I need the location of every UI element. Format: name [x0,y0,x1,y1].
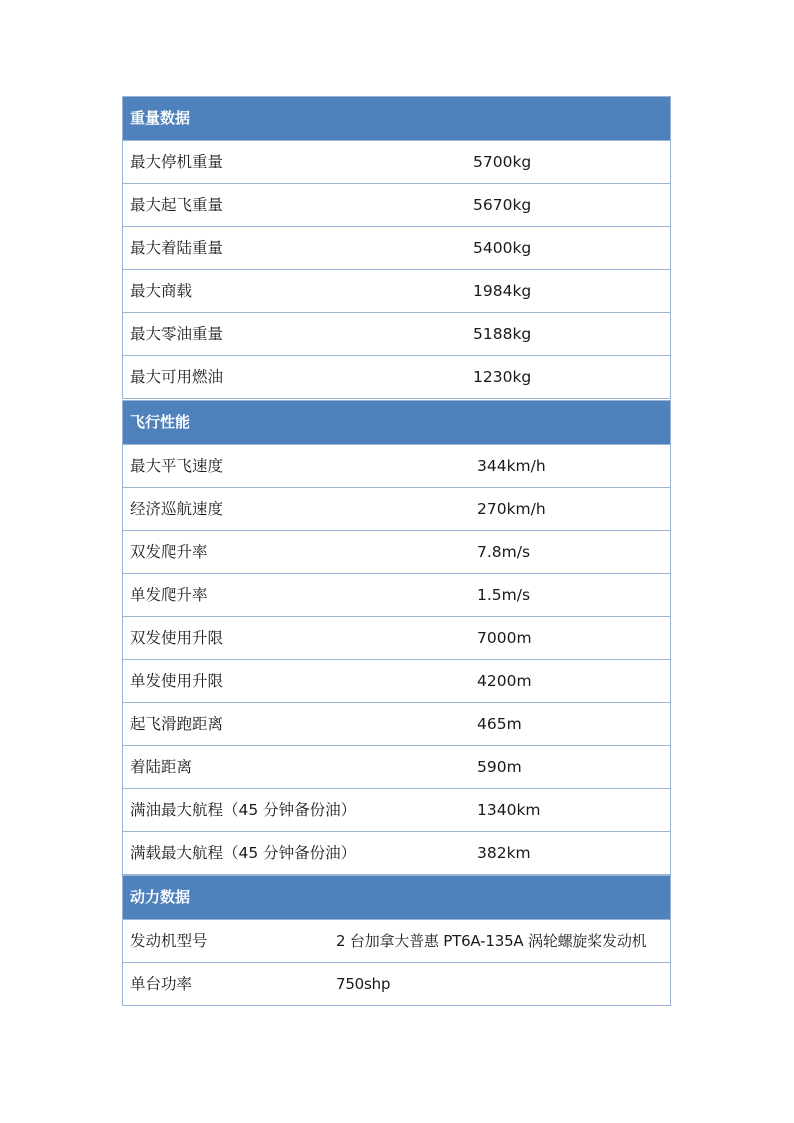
table-row [123,745,670,788]
table-row [123,530,670,573]
table-row [123,573,670,616]
table-row [123,616,670,659]
power-data-table [122,875,671,1006]
row-value: 7000m [477,629,532,647]
row-label: 最大停机重量 [130,153,224,171]
row-value: 7.8m/s [477,543,531,561]
row-label: 双发使用升限 [130,629,224,647]
row-label: 经济巡航速度 [130,500,224,518]
row-value: 465m [477,715,522,733]
weight-data-table [122,96,671,399]
table-row [123,831,670,874]
row-label: 最大着陆重量 [130,239,224,257]
row-value: 4200m [477,672,532,690]
table-row [123,788,670,831]
row-label: 满载最大航程（45 分钟备份油） [130,844,357,862]
row-label: 着陆距离 [130,758,193,776]
row-value: 5400kg [473,239,532,257]
row-value: 750shp [336,975,391,993]
table-row [123,226,670,269]
table-row [123,183,670,226]
row-label: 起飞滑跑距离 [130,715,224,733]
row-label: 最大零油重量 [130,325,224,343]
row-value: 1340km [477,801,541,819]
row-value: 5670kg [473,196,532,214]
row-value: 382km [477,844,531,862]
row-label: 最大商载 [130,282,193,300]
row-value: 270km/h [477,500,546,518]
table-row [123,140,670,183]
row-label: 单台功率 [130,975,193,993]
row-value: 344km/h [477,457,546,475]
table-row [123,919,670,962]
row-label: 发动机型号 [130,932,208,950]
table-row [123,487,670,530]
row-value: 1984kg [473,282,532,300]
row-label: 最大平飞速度 [130,457,224,475]
row-value: 2 台加拿大普惠 PT6A-135A 涡轮螺旋桨发动机 [336,932,647,950]
section-header-performance: 飞行性能 [123,401,670,444]
section-header-power: 动力数据 [123,876,670,919]
row-label: 单发爬升率 [130,586,208,604]
row-label: 最大可用燃油 [130,368,224,386]
table-row [123,659,670,702]
table-row [123,702,670,745]
row-label: 最大起飞重量 [130,196,224,214]
table-row [123,444,670,487]
flight-performance-table [122,400,671,875]
row-label: 满油最大航程（45 分钟备份油） [130,801,357,819]
row-value: 1230kg [473,368,532,386]
row-value: 1.5m/s [477,586,531,604]
row-value: 5188kg [473,325,532,343]
row-value: 590m [477,758,522,776]
section-header-weight: 重量数据 [123,97,670,140]
row-label: 单发使用升限 [130,672,224,690]
row-value: 5700kg [473,153,532,171]
table-row [123,312,670,355]
table-row [123,269,670,312]
table-row [123,355,670,398]
row-label: 双发爬升率 [130,543,208,561]
table-row [123,962,670,1005]
